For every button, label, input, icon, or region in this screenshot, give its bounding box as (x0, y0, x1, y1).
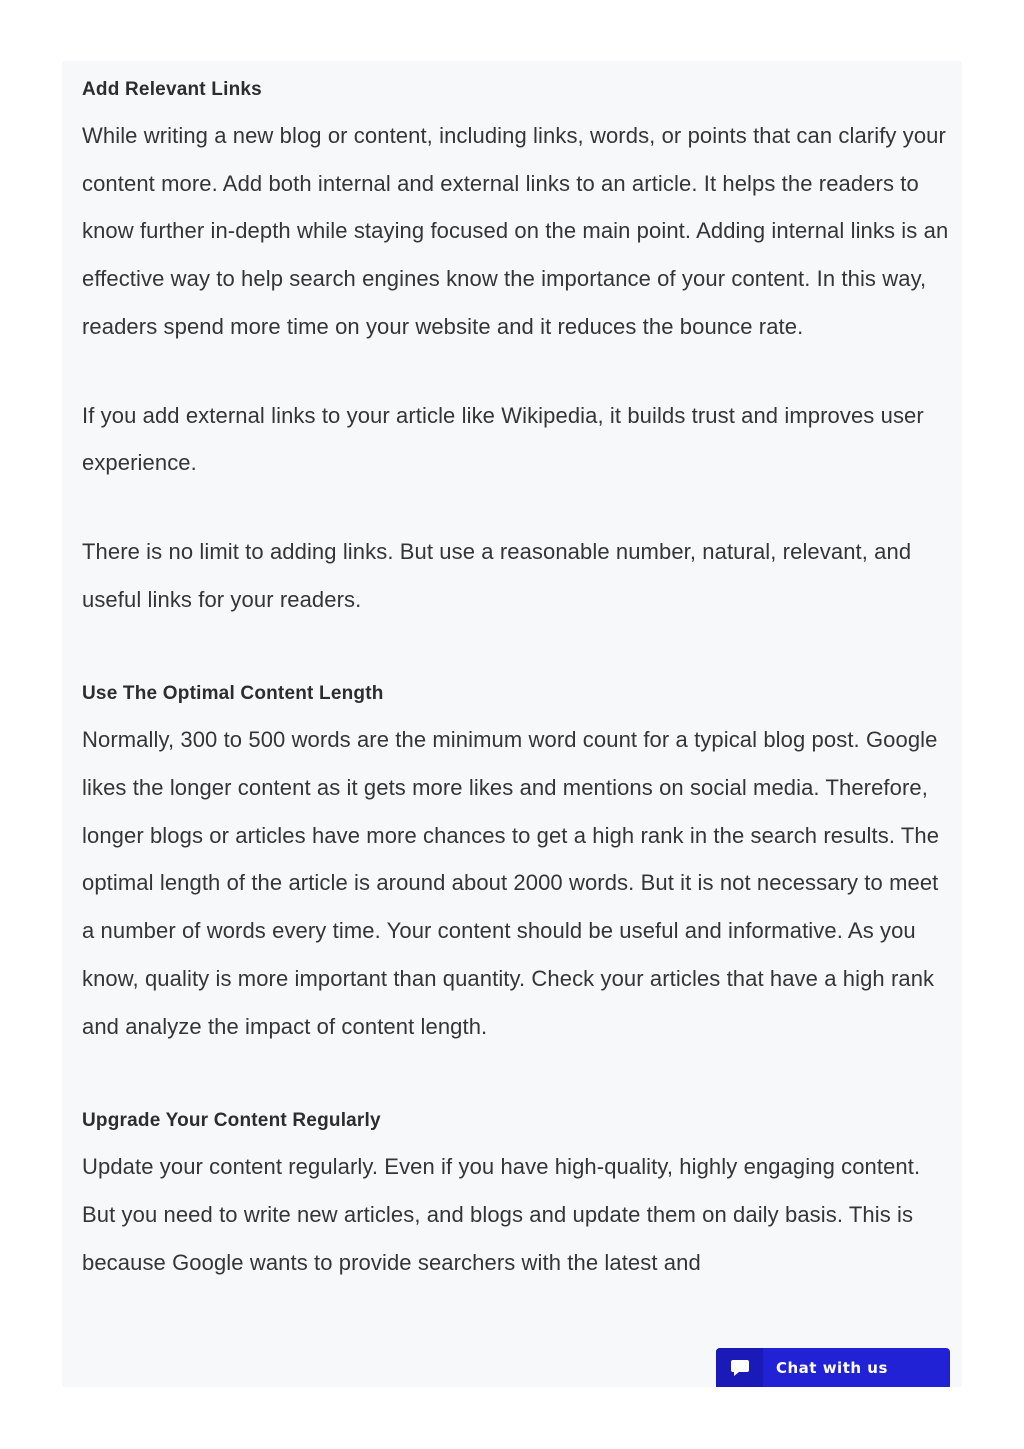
article-content (82, 77, 952, 1286)
paragraph: Update your content regularly. Even if you have high-quality, highly engaging content. But you need to write new articles, and blogs and update them on daily basis. This is because Google wants to provide searchers with the latest and (82, 1154, 921, 1275)
paragraph: Normally, 300 to 500 words are the minimum word count for a typical blog post. Google likes the longer content as it gets more likes and mentions on social media. Therefore, longer blogs or articles have more chances to get a high rank in the search results. The optimal length of the article is around about 2000 words. But it is not necessary to meet a number of words every time. Your content should be useful and informative. As you know, quality is more important than quantity. Check your articles that have a high rank and analyze the impact of content length. (82, 727, 940, 1039)
chat-label: Chat with us (776, 1358, 888, 1377)
chat-icon-container (716, 1348, 763, 1387)
section-heading: Upgrade Your Content Regularly (82, 1110, 381, 1132)
article-card (62, 61, 962, 1387)
paragraph: If you add external links to your article like Wikipedia, it builds trust and improves user experience. (82, 402, 924, 476)
chat-bubble-icon (729, 1357, 751, 1379)
paragraph: While writing a new blog or content, including links, words, or points that can clarify your content more. Add both internal and external links to an article. It helps the readers to know further in-depth while staying focused on the main point. Adding internal links is an effective way to help search engines know the importance of your content. In this way, readers spend more time on your website and it reduces the bounce rate. (82, 123, 949, 339)
chat-with-us-button[interactable] (716, 1348, 950, 1387)
paragraph: There is no limit to adding links. But use a reasonable number, natural, relevant, and useful links for your readers. (82, 538, 912, 612)
section-heading: Use The Optimal Content Length (82, 683, 384, 705)
section-heading: Add Relevant Links (82, 79, 262, 100)
